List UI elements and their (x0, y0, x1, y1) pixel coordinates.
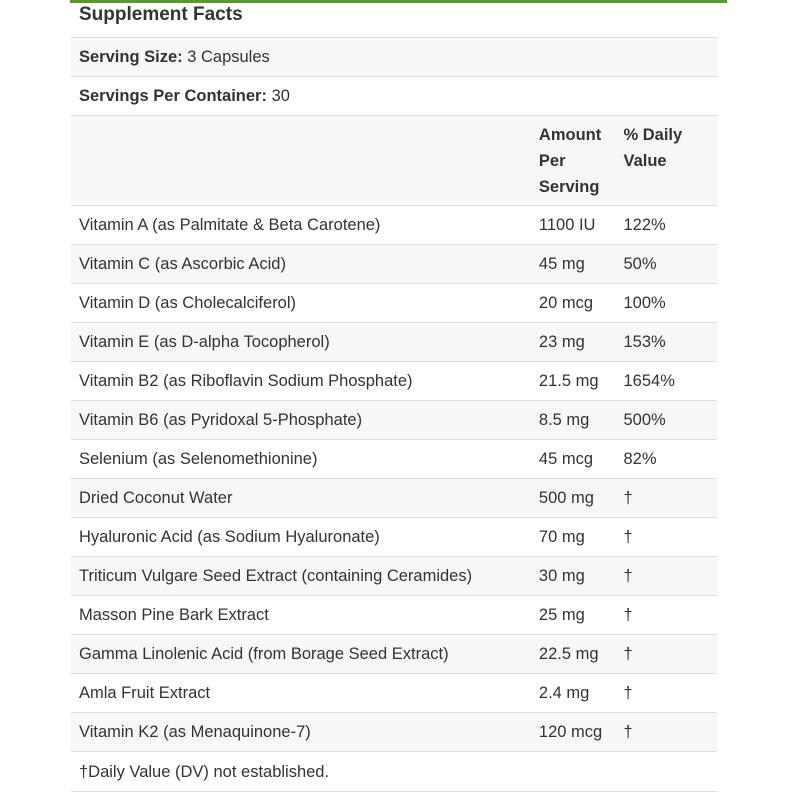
ingredient-name: Vitamin D (as Cholecalciferol) (71, 284, 531, 323)
ingredient-name: Hyaluronic Acid (as Sodium Hyaluronate) (71, 518, 531, 557)
ingredient-amount: 500 mg (531, 479, 616, 518)
ingredient-amount: 120 mcg (531, 713, 616, 752)
ingredient-name: Vitamin K2 (as Menaquinone-7) (71, 713, 531, 752)
serving-size-label: Serving Size: (79, 48, 183, 66)
title-row (71, 3, 717, 38)
footnote-row (71, 752, 717, 792)
ingredient-daily-value: 100% (615, 284, 717, 323)
ingredient-amount: 25 mg (531, 596, 616, 635)
ingredient-daily-value: 122% (615, 206, 717, 245)
daily-value-header: % Daily Value (615, 116, 717, 206)
ingredient-name: Vitamin B6 (as Pyridoxal 5-Phosphate) (71, 401, 531, 440)
ingredient-name: Vitamin A (as Palmitate & Beta Carotene) (71, 206, 531, 245)
ingredient-daily-value: † (615, 635, 717, 674)
footnote-text: †Daily Value (DV) not established. (71, 752, 717, 792)
ingredient-daily-value: † (615, 557, 717, 596)
ingredient-amount: 8.5 mg (531, 401, 616, 440)
ingredient-name: Gamma Linolenic Acid (from Borage Seed Extract) (71, 635, 531, 674)
table-row (71, 518, 717, 557)
table-row (71, 440, 717, 479)
servings-per-container-row (71, 77, 717, 116)
ingredient-name: Vitamin B2 (as Riboflavin Sodium Phosphate) (71, 362, 531, 401)
ingredient-amount: 70 mg (531, 518, 616, 557)
table-row (71, 245, 717, 284)
ingredient-daily-value: † (615, 479, 717, 518)
ingredient-name: Vitamin E (as D-alpha Tocopherol) (71, 323, 531, 362)
ingredient-daily-value: † (615, 596, 717, 635)
ingredient-daily-value: 50% (615, 245, 717, 284)
table-row (71, 713, 717, 752)
ingredient-daily-value: 500% (615, 401, 717, 440)
ingredient-name: Triticum Vulgare Seed Extract (containing Ceramides) (71, 557, 531, 596)
table-row (71, 284, 717, 323)
ingredient-daily-value: 1654% (615, 362, 717, 401)
header-empty-cell (71, 116, 531, 206)
ingredient-amount: 20 mcg (531, 284, 616, 323)
ingredient-amount: 22.5 mg (531, 635, 616, 674)
table-row (71, 596, 717, 635)
servings-per-container-value: 30 (271, 87, 290, 105)
table-row (71, 206, 717, 245)
ingredient-daily-value: † (615, 713, 717, 752)
ingredient-name: Amla Fruit Extract (71, 674, 531, 713)
table-row (71, 674, 717, 713)
ingredient-name: Selenium (as Selenomethionine) (71, 440, 531, 479)
ingredient-amount: 23 mg (531, 323, 616, 362)
servings-per-container-label: Servings Per Container: (79, 87, 267, 105)
column-header-row (71, 116, 717, 206)
ingredient-amount: 1100 IU (531, 206, 616, 245)
table-title: Supplement Facts (71, 3, 717, 38)
ingredient-amount: 30 mg (531, 557, 616, 596)
amount-per-serving-header: Amount Per Serving (531, 116, 616, 206)
table-row (71, 362, 717, 401)
ingredient-name: Dried Coconut Water (71, 479, 531, 518)
ingredient-name: Vitamin C (as Ascorbic Acid) (71, 245, 531, 284)
table-row (71, 557, 717, 596)
ingredient-daily-value: † (615, 518, 717, 557)
ingredient-amount: 45 mcg (531, 440, 616, 479)
ingredient-name: Masson Pine Bark Extract (71, 596, 531, 635)
ingredient-amount: 21.5 mg (531, 362, 616, 401)
ingredient-daily-value: † (615, 674, 717, 713)
ingredient-amount: 2.4 mg (531, 674, 616, 713)
table-row (71, 479, 717, 518)
supplement-facts-table (71, 3, 717, 792)
ingredient-amount: 45 mg (531, 245, 616, 284)
table-row (71, 635, 717, 674)
ingredient-daily-value: 82% (615, 440, 717, 479)
serving-size-value: 3 Capsules (187, 48, 270, 66)
table-row (71, 323, 717, 362)
ingredient-daily-value: 153% (615, 323, 717, 362)
table-row (71, 401, 717, 440)
serving-size-row (71, 38, 717, 77)
